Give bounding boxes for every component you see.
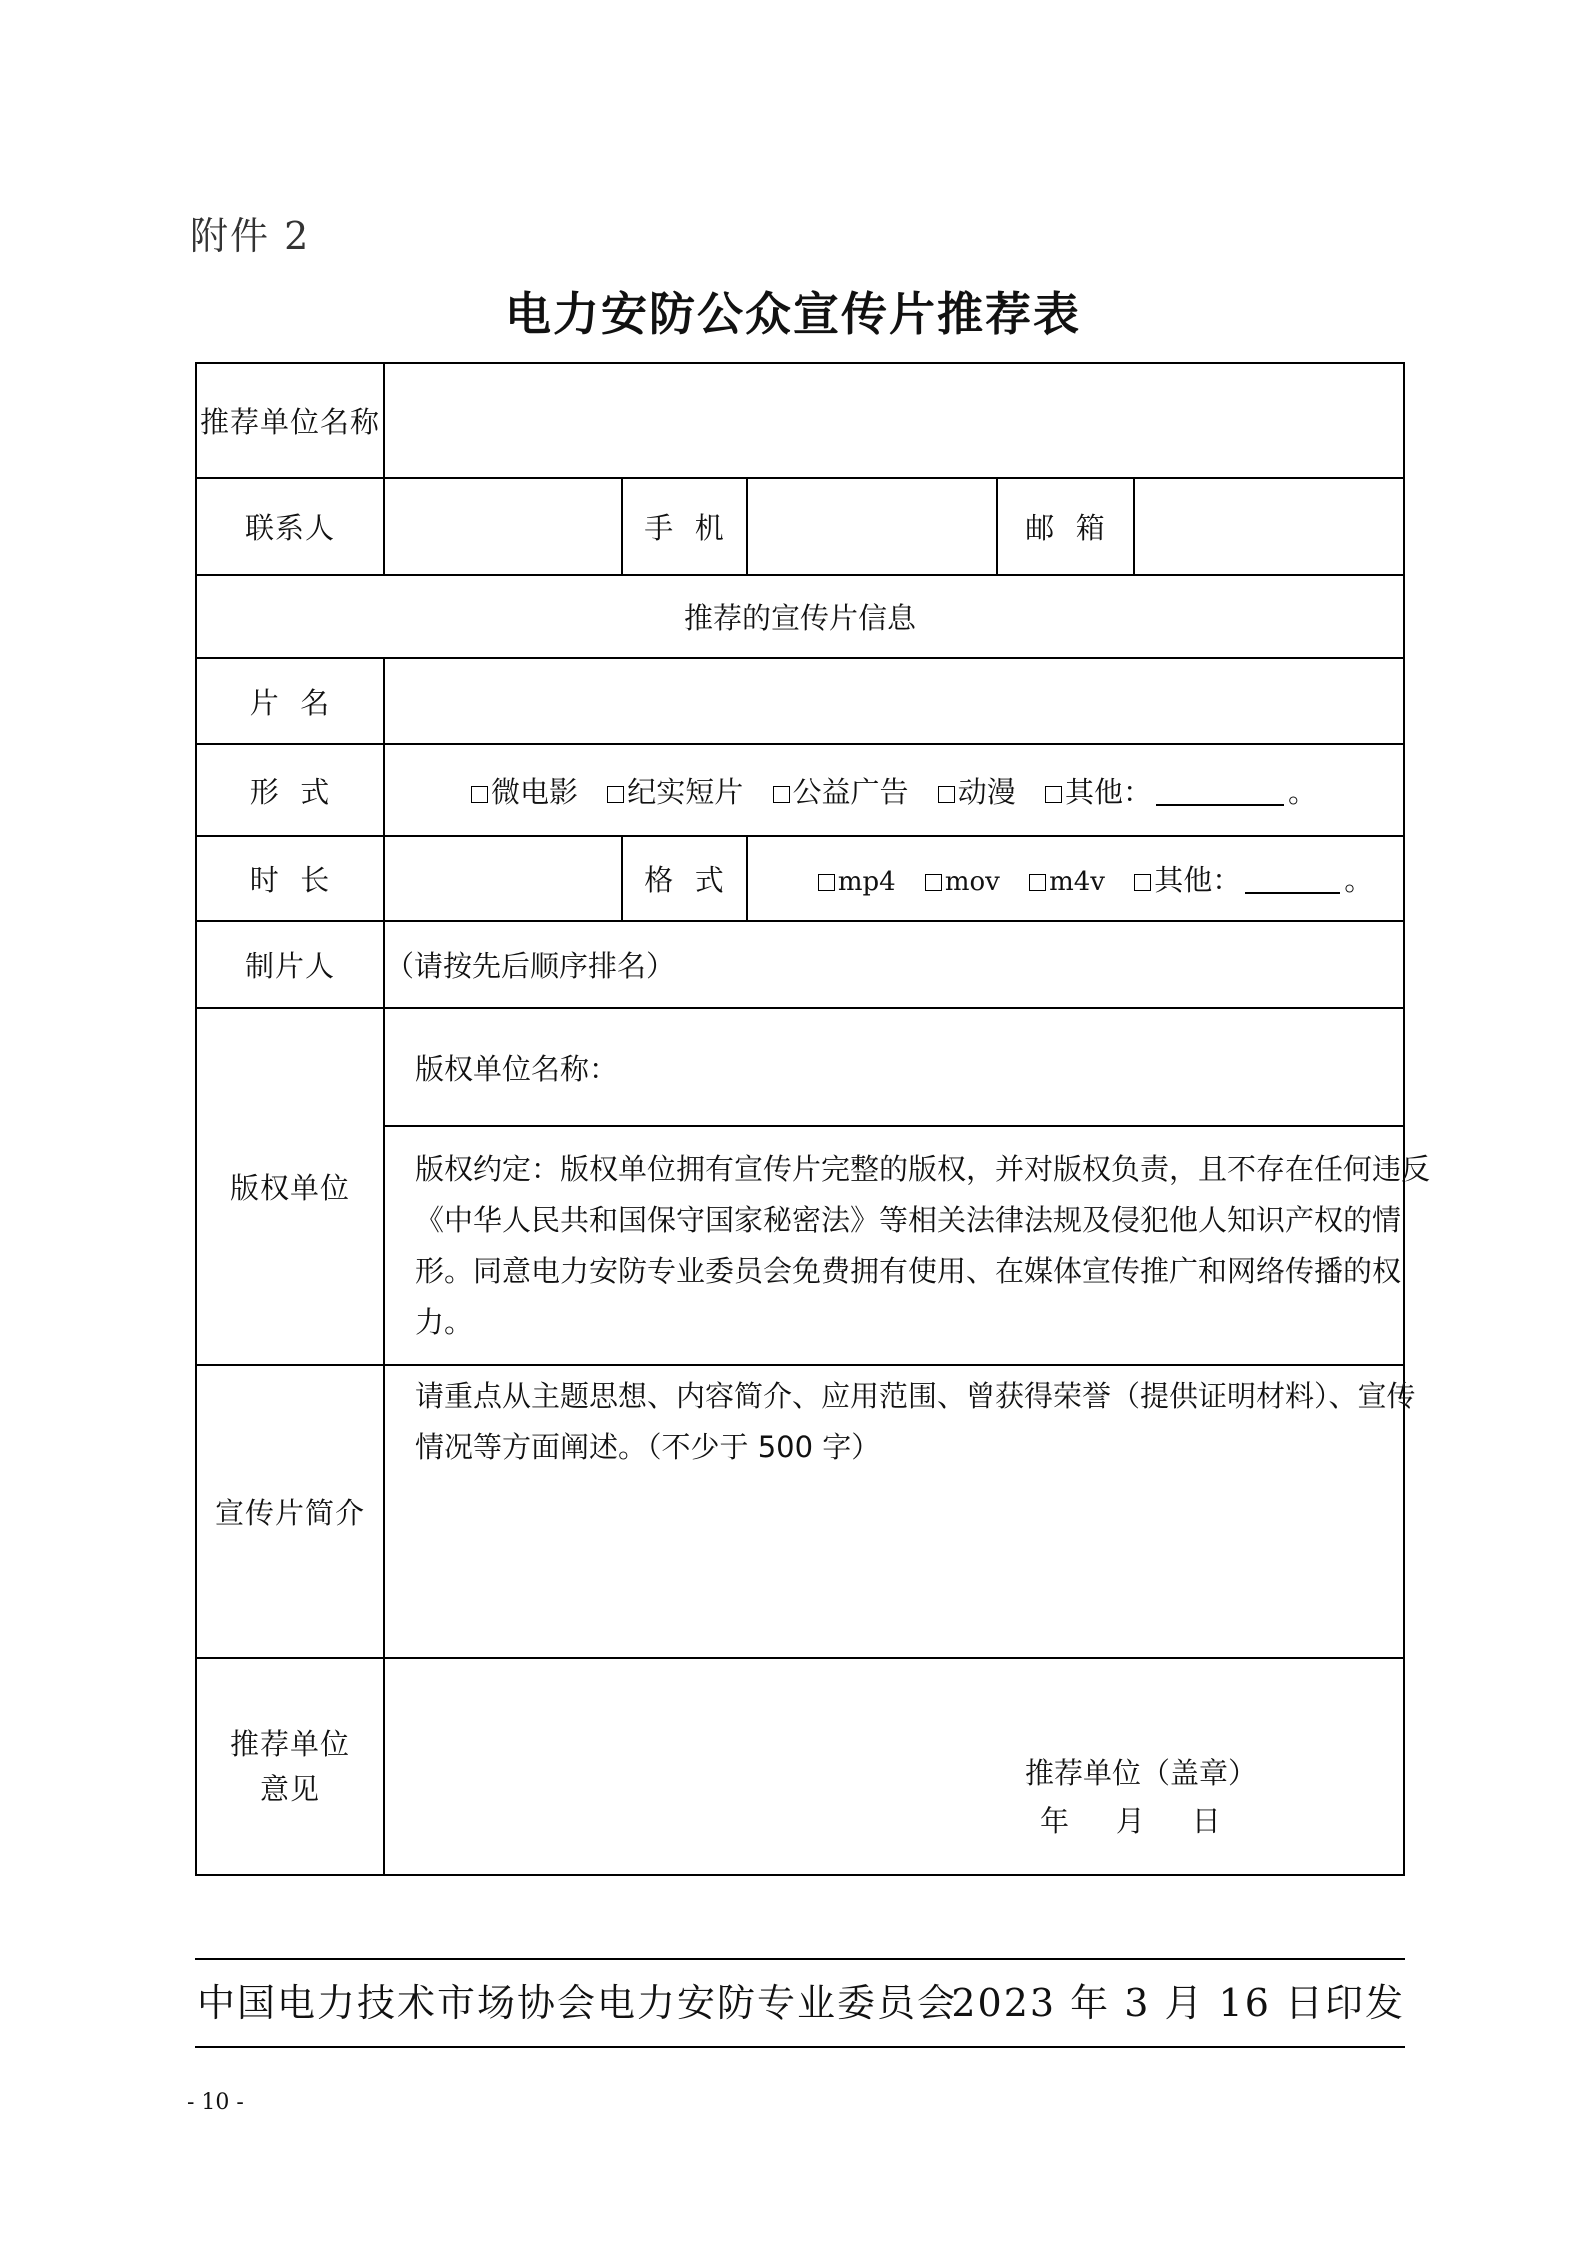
checkbox[interactable] [471,786,488,803]
duration-field[interactable] [384,836,622,921]
format-options [747,836,1404,921]
attachment-label: 附件 2 [190,214,311,258]
format-label: 格 式 [622,836,747,921]
checkbox[interactable] [773,786,790,803]
stamp-label: 推荐单位（盖章） [1025,1756,1258,1790]
org-name-field[interactable] [384,363,1404,478]
page-number: - 10 - [187,2090,244,2115]
email-field[interactable] [1134,478,1404,575]
checkbox[interactable] [925,874,942,891]
film-name-label: 片 名 [196,658,384,744]
producer-label: 制片人 [196,921,384,1008]
footer-bottom-rule [195,2046,1405,2048]
option-psa[interactable]: 公益广告 [773,770,909,811]
other-blank[interactable] [1156,804,1284,806]
checkbox[interactable] [938,786,955,803]
option-mp4[interactable]: mp4 [818,867,896,897]
opinion-label: 推荐单位 意见 [196,1658,384,1875]
checkbox[interactable] [1045,786,1062,803]
producer-field[interactable] [384,921,1404,1008]
option-micro-film[interactable]: 微电影 [471,770,578,811]
copyright-agreement: 版权约定：版权单位拥有宣传片完整的版权，并对版权负责，且不存在任何违反 《中华人民共和国保守国家秘密法》等相关法律法规及侵犯他人知识产权的情 形。同意电力安防专业委员会免费拥有使用、在媒体宣传推广和网络传播的权 力。 [384,1126,1404,1365]
footer-org: 中国电力技术市场协会电力安防专业委员会 [197,1981,958,2025]
phone-label: 手 机 [622,478,747,575]
copyright-label: 版权单位 [196,1008,384,1365]
page-title: 电力安防公众宣传片推荐表 [505,287,1081,341]
contact-field[interactable] [384,478,622,575]
section-header: 推荐的宣传片信息 [196,575,1404,658]
option-documentary[interactable]: 纪实短片 [607,770,743,811]
format-other-blank[interactable] [1245,892,1340,894]
recommendation-form [195,362,1431,1876]
option-mov[interactable]: mov [925,867,1000,897]
producer-hint: （请按先后顺序排名） [385,949,676,983]
form-options [384,744,1404,836]
option-m4v[interactable]: m4v [1029,867,1105,897]
duration-label: 时 长 [196,836,384,921]
contact-label: 联系人 [196,478,384,575]
intro-field[interactable]: 请重点从主题思想、内容简介、应用范围、曾获得荣誉（提供证明材料）、宣传 情况等方面阐述。（不少于 500 字） [384,1365,1404,1658]
checkbox[interactable] [1134,874,1151,891]
checkbox[interactable] [1029,874,1046,891]
email-label: 邮 箱 [997,478,1134,575]
film-name-field[interactable] [384,658,1404,744]
checkbox[interactable] [607,786,624,803]
phone-field[interactable] [747,478,997,575]
date-label: 年 月 日 [1040,1804,1223,1838]
checkbox[interactable] [818,874,835,891]
copyright-name-field[interactable]: 版权单位名称： [384,1008,1404,1126]
opinion-field[interactable] [384,1658,1404,1875]
option-format-other[interactable]: 其他： 。 [1134,858,1373,899]
option-other[interactable]: 其他： 。 [1045,770,1317,811]
org-name-label: 推荐单位名称 [196,363,384,478]
intro-label: 宣传片简介 [196,1365,384,1658]
form-label: 形 式 [196,744,384,836]
option-animation[interactable]: 动漫 [938,770,1016,811]
footer-date: 2023 年 3 月 16 日印发 [951,1981,1405,2025]
footer-top-rule [195,1958,1405,1960]
footer [197,1972,1405,2032]
